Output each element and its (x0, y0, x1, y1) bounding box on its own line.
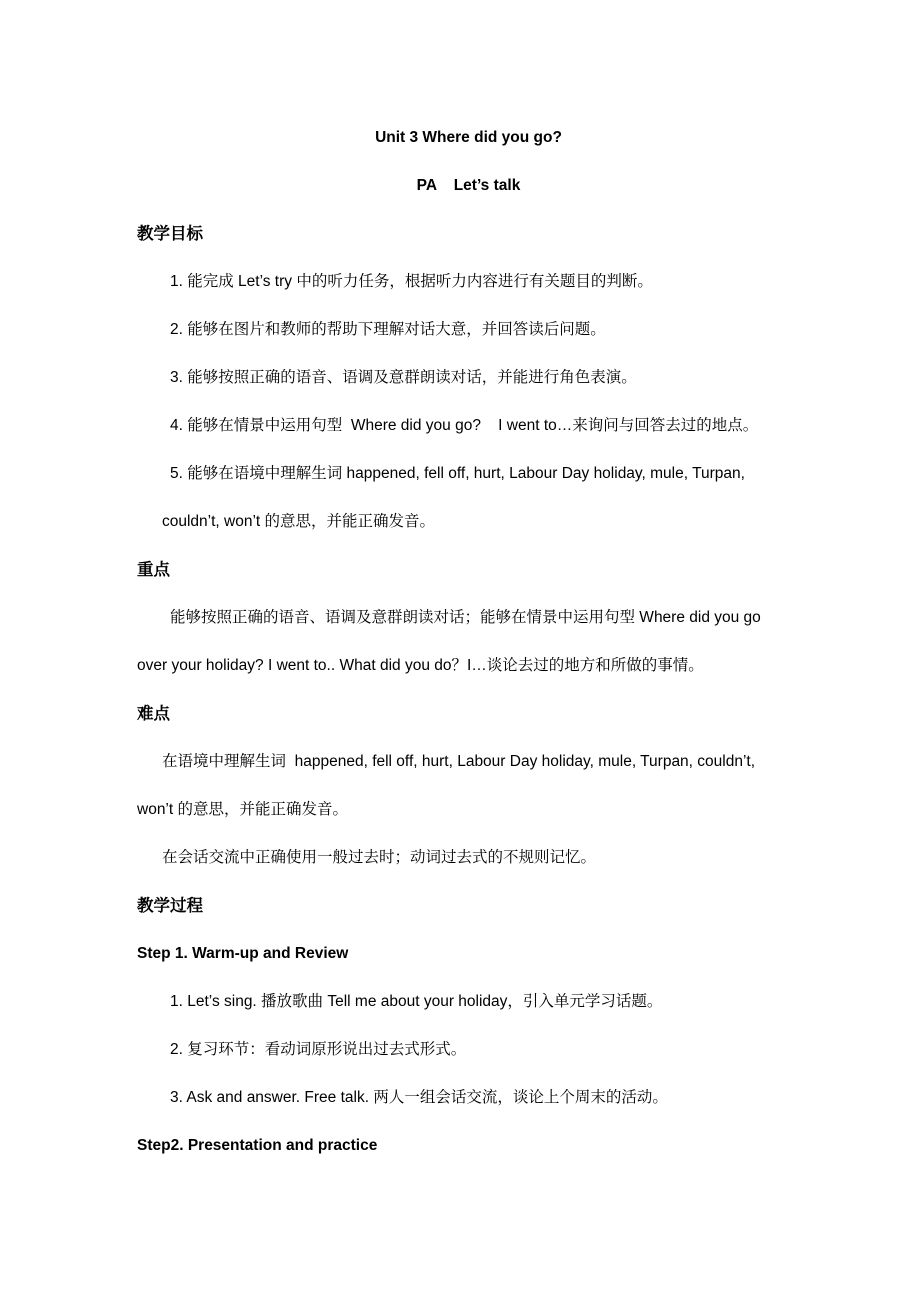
difficulties-text-line-3: 在会话交流中正确使用一般过去时；动词过去式的不规则记忆。 (162, 849, 597, 866)
objective-item-3: 3. 能够按照正确的语音、语调及意群朗读对话，并能进行角色表演。 (170, 369, 637, 386)
objective-item-1: 1. 能完成 Let’s try 中的听力任务，根据听力内容进行有关题目的判断。 (170, 273, 653, 290)
section-heading-objectives: 教学目标 (137, 225, 203, 243)
objective-item-4: 4. 能够在情景中运用句型 Where did you go? I went to…来询问与回答去过的地点。 (170, 417, 759, 434)
step-1-item-1: 1. Let’s sing. 播放歌曲 Tell me about your holiday，引入单元学习话题。 (170, 993, 663, 1010)
document-title: Unit 3 Where did you go? (375, 129, 562, 146)
key-points-text-line-2: over your holiday? I went to.. What did you do？I…谈论去过的地方和所做的事情。 (137, 657, 704, 674)
step-2-heading: Step2. Presentation and practice (137, 1137, 378, 1154)
section-heading-process: 教学过程 (137, 897, 203, 915)
step-1-item-3: 3. Ask and answer. Free talk. 两人一组会话交流，谈论上个周末的活动。 (170, 1089, 668, 1106)
document-subtitle: PA Let’s talk (416, 177, 521, 194)
difficulties-text-line-1: 在语境中理解生词 happened, fell off, hurt, Labour Day holiday, mule, Turpan, couldn’t, (162, 753, 756, 770)
key-points-text-line-1: 能够按照正确的语音、语调及意群朗读对话；能够在情景中运用句型 Where did you go (170, 609, 761, 626)
step-1-item-2: 2. 复习环节：看动词原形说出过去式形式。 (170, 1041, 467, 1058)
section-heading-difficulties: 难点 (137, 705, 170, 723)
section-heading-key-points: 重点 (137, 561, 170, 579)
objective-item-5-continuation: couldn’t, won’t 的意思，并能正确发音。 (162, 513, 436, 530)
objective-item-5: 5. 能够在语境中理解生词 happened, fell off, hurt, Labour Day holiday, mule, Turpan, (170, 465, 745, 482)
difficulties-text-line-2: won’t 的意思，并能正确发音。 (137, 801, 348, 818)
step-1-heading: Step 1. Warm-up and Review (137, 945, 349, 962)
objective-item-2: 2. 能够在图片和教师的帮助下理解对话大意，并回答读后问题。 (170, 321, 606, 338)
